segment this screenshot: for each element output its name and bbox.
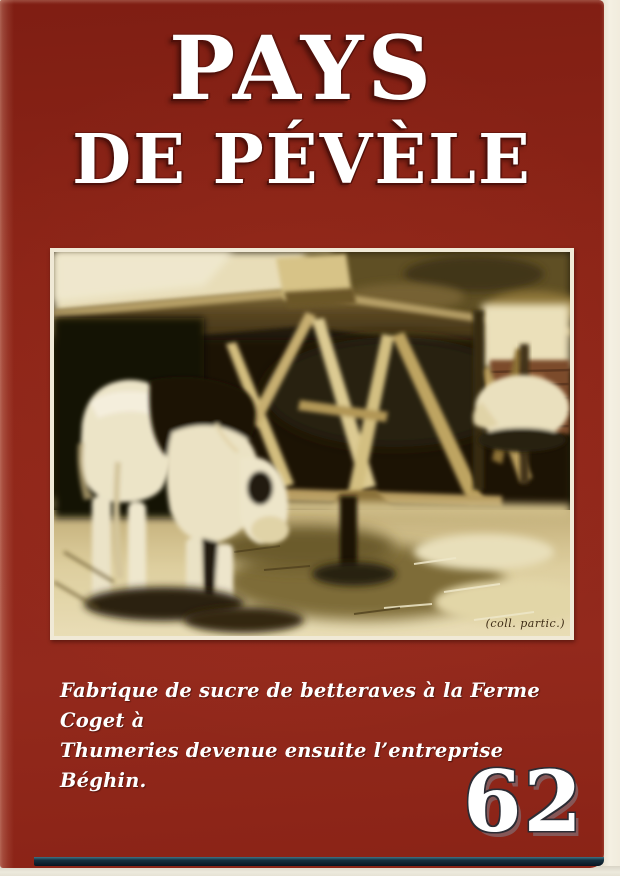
cover-photo xyxy=(50,248,574,640)
barn-cows-photo-illustration xyxy=(54,252,570,636)
photo-credit: (coll. partic.) xyxy=(485,617,565,630)
title-line-2: DE PÉVÈLE xyxy=(72,120,532,200)
caption-line-2: Thumeries devenue ensuite l’entreprise Béghin. xyxy=(60,739,504,792)
scanner-background-right-edge xyxy=(602,0,620,876)
title-line-1: PAYS xyxy=(168,16,436,120)
caption-line-1: Fabrique de sucre de betteraves à la Ferme Coget à xyxy=(60,679,540,732)
magazine-bottom-edge xyxy=(34,857,604,866)
magazine-title xyxy=(0,18,604,202)
issue-number: 62 xyxy=(463,752,584,851)
